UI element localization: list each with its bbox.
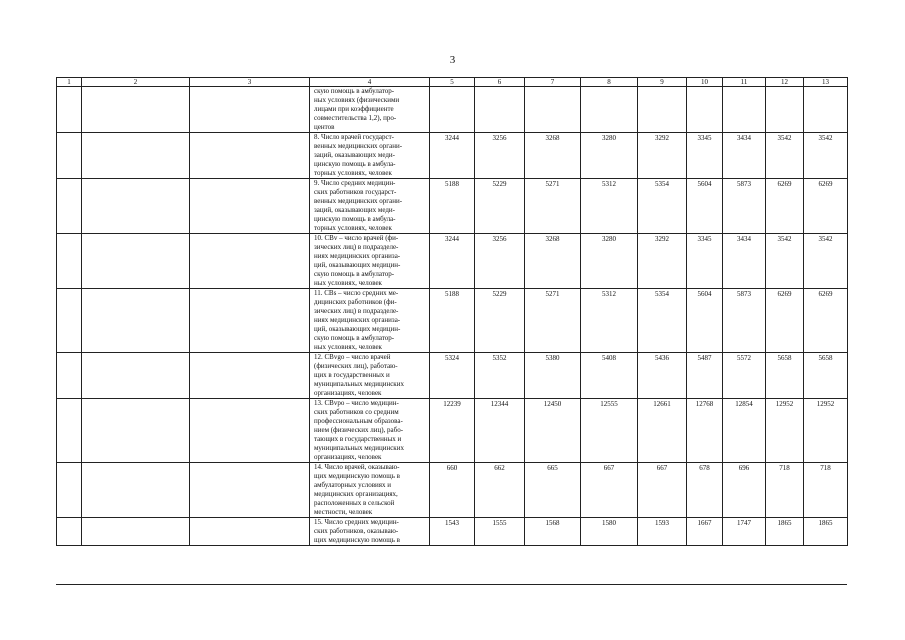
value-cell [525, 87, 581, 133]
value-cell: 6269 [766, 179, 804, 234]
indicator-description [310, 87, 430, 133]
goal-cell [82, 289, 190, 353]
column-number: 3 [190, 78, 310, 87]
value-cell: 1555 [475, 518, 525, 546]
value-cell: 12952 [804, 399, 848, 463]
value-cell: 12768 [687, 399, 723, 463]
description-line: муниципальных медицинских [314, 444, 404, 452]
value-cell: 718 [804, 463, 848, 518]
value-cell: 1543 [430, 518, 475, 546]
description-line: 13. CBvpo – число медицин- [314, 399, 399, 407]
description-line: совместительства 1,2), про- [314, 114, 397, 122]
description-line: ных условиях, человек [314, 279, 382, 287]
value-cell: 662 [475, 463, 525, 518]
row-number-cell [57, 518, 82, 546]
description-line: ских работников со средним [314, 408, 399, 416]
value-cell: 5604 [687, 289, 723, 353]
value-cell: 5873 [723, 179, 766, 234]
indicator-description [310, 179, 430, 234]
value-cell [766, 87, 804, 133]
description-line: центов [314, 123, 335, 131]
value-cell: 5324 [430, 353, 475, 399]
description-line: щих в государственных и [314, 371, 390, 379]
value-cell: 3542 [766, 133, 804, 179]
task-cell [190, 463, 310, 518]
description-line: организациях, человек [314, 453, 382, 461]
description-line: цинскую помощь в амбула- [314, 215, 396, 223]
value-cell: 12239 [430, 399, 475, 463]
description-line: скую помощь в амбулатор- [314, 334, 395, 342]
row-number-cell [57, 289, 82, 353]
task-cell [190, 179, 310, 234]
goal-cell [82, 234, 190, 289]
value-cell: 3256 [475, 133, 525, 179]
description-line: торных условиях, человек [314, 224, 392, 232]
goal-cell [82, 179, 190, 234]
value-cell: 3292 [638, 133, 687, 179]
value-cell: 678 [687, 463, 723, 518]
value-cell: 3280 [581, 234, 638, 289]
value-cell: 3434 [723, 133, 766, 179]
column-number: 1 [57, 78, 82, 87]
description-line: 12. CBvgo – число врачей [314, 353, 391, 361]
table-bottom-rule [56, 584, 847, 585]
goal-cell [82, 463, 190, 518]
task-cell [190, 87, 310, 133]
column-number: 10 [687, 78, 723, 87]
indicator-description [310, 399, 430, 463]
value-cell: 3256 [475, 234, 525, 289]
column-number: 6 [475, 78, 525, 87]
value-cell: 1568 [525, 518, 581, 546]
row-number-cell [57, 133, 82, 179]
table-row [57, 87, 848, 133]
value-cell: 3244 [430, 234, 475, 289]
goal-cell [82, 518, 190, 546]
description-line: (физических лиц), работаю- [314, 362, 398, 370]
value-cell: 5436 [638, 353, 687, 399]
table-row [57, 234, 848, 289]
description-line: скую помощь в амбулатор- [314, 270, 395, 278]
value-cell [430, 87, 475, 133]
value-cell: 5487 [687, 353, 723, 399]
description-line: местности, человек [314, 508, 373, 516]
value-cell: 3345 [687, 133, 723, 179]
value-cell: 5352 [475, 353, 525, 399]
value-cell: 3280 [581, 133, 638, 179]
value-cell: 5408 [581, 353, 638, 399]
row-number-cell [57, 399, 82, 463]
value-cell: 3244 [430, 133, 475, 179]
value-cell: 5229 [475, 289, 525, 353]
description-line: ских работников государст- [314, 188, 397, 196]
goal-cell [82, 399, 190, 463]
value-cell: 5658 [804, 353, 848, 399]
indicator-description [310, 234, 430, 289]
description-line: зических лиц) в подразделе- [314, 243, 399, 251]
indicator-description [310, 353, 430, 399]
value-cell: 660 [430, 463, 475, 518]
value-cell: 1747 [723, 518, 766, 546]
description-line: венных медицинских органи- [314, 142, 403, 150]
column-number: 12 [766, 78, 804, 87]
description-line: венных медицинских органи- [314, 197, 403, 205]
value-cell [638, 87, 687, 133]
column-number: 7 [525, 78, 581, 87]
description-line: 10. CBv – число врачей (фи- [314, 234, 399, 242]
column-number: 9 [638, 78, 687, 87]
description-line: щих медицинскую помощь в [314, 472, 400, 480]
task-cell [190, 133, 310, 179]
table-row [57, 353, 848, 399]
value-cell [804, 87, 848, 133]
value-cell: 667 [638, 463, 687, 518]
description-line: лицами при коэффициенте [314, 105, 394, 113]
indicator-description [310, 463, 430, 518]
value-cell: 718 [766, 463, 804, 518]
description-line: торных условиях, человек [314, 169, 392, 177]
description-line: ниях медицинских организа- [314, 252, 401, 260]
column-number: 2 [82, 78, 190, 87]
value-cell: 1667 [687, 518, 723, 546]
row-number-cell [57, 234, 82, 289]
value-cell [687, 87, 723, 133]
value-cell: 5271 [525, 289, 581, 353]
task-cell [190, 518, 310, 546]
value-cell: 5229 [475, 179, 525, 234]
value-cell: 3345 [687, 234, 723, 289]
table-row [57, 133, 848, 179]
description-line: муниципальных медицинских [314, 380, 404, 388]
description-line: заций, оказывающих меди- [314, 151, 395, 159]
value-cell: 12344 [475, 399, 525, 463]
value-cell: 3268 [525, 133, 581, 179]
description-line: нием (физических лиц), рабо- [314, 426, 404, 434]
value-cell: 667 [581, 463, 638, 518]
description-line: 11. CBs – число средних ме- [314, 289, 399, 297]
task-cell [190, 353, 310, 399]
column-number: 11 [723, 78, 766, 87]
row-number-cell [57, 179, 82, 234]
value-cell: 5380 [525, 353, 581, 399]
description-line: организациях, человек [314, 389, 382, 397]
value-cell: 3268 [525, 234, 581, 289]
description-line: амбулаторных условиях и [314, 481, 391, 489]
column-number: 4 [310, 78, 430, 87]
description-line: ций, оказывающих медицин- [314, 261, 401, 269]
value-cell: 12555 [581, 399, 638, 463]
value-cell: 6269 [766, 289, 804, 353]
column-number: 8 [581, 78, 638, 87]
goal-cell [82, 353, 190, 399]
row-number-cell [57, 87, 82, 133]
row-number-cell [57, 463, 82, 518]
description-line: расположенных в сельской [314, 499, 395, 507]
description-line: профессиональным образова- [314, 417, 403, 425]
description-line: 15. Число средних медицин- [314, 518, 399, 526]
goal-cell [82, 87, 190, 133]
value-cell: 3542 [804, 133, 848, 179]
table-row [57, 399, 848, 463]
value-cell: 3434 [723, 234, 766, 289]
task-cell [190, 399, 310, 463]
column-number-row [57, 78, 848, 87]
row-number-cell [57, 353, 82, 399]
indicators-table [56, 77, 848, 546]
table-row [57, 463, 848, 518]
description-line: щих медицинскую помощь в [314, 536, 400, 544]
description-line: ских работников, оказываю- [314, 527, 399, 535]
value-cell: 665 [525, 463, 581, 518]
description-line: ниях медицинских организа- [314, 316, 401, 324]
value-cell: 6269 [804, 179, 848, 234]
value-cell: 696 [723, 463, 766, 518]
indicator-description [310, 289, 430, 353]
description-line: ций, оказывающих медицин- [314, 325, 401, 333]
description-line: 8. Число врачей государст- [314, 133, 395, 141]
table-row [57, 179, 848, 234]
value-cell: 5188 [430, 289, 475, 353]
column-number: 13 [804, 78, 848, 87]
value-cell: 5312 [581, 289, 638, 353]
value-cell: 1865 [766, 518, 804, 546]
description-line: заций, оказывающих меди- [314, 206, 395, 214]
value-cell: 1865 [804, 518, 848, 546]
description-line: 14. Число врачей, оказываю- [314, 463, 400, 471]
description-line: дицинских работников (фи- [314, 298, 397, 306]
task-cell [190, 234, 310, 289]
value-cell: 6269 [804, 289, 848, 353]
indicator-description [310, 133, 430, 179]
description-line: скую помощь в амбулатор- [314, 87, 395, 95]
value-cell: 1593 [638, 518, 687, 546]
value-cell: 3542 [804, 234, 848, 289]
value-cell: 5658 [766, 353, 804, 399]
description-line: цинскую помощь в амбула- [314, 160, 396, 168]
value-cell: 5188 [430, 179, 475, 234]
value-cell: 5572 [723, 353, 766, 399]
value-cell: 3292 [638, 234, 687, 289]
description-line: 9. Число средних медицин- [314, 179, 396, 187]
value-cell: 12450 [525, 399, 581, 463]
value-cell: 5312 [581, 179, 638, 234]
description-line: тающих в государственных и [314, 435, 402, 443]
value-cell: 5354 [638, 289, 687, 353]
column-number: 5 [430, 78, 475, 87]
description-line: медицинских организациях, [314, 490, 398, 498]
table-row [57, 518, 848, 546]
description-line: зических лиц) в подразделе- [314, 307, 399, 315]
value-cell: 1580 [581, 518, 638, 546]
value-cell: 12661 [638, 399, 687, 463]
value-cell [723, 87, 766, 133]
description-line: ных условиях (физическими [314, 96, 400, 104]
value-cell [475, 87, 525, 133]
value-cell: 5354 [638, 179, 687, 234]
goal-cell [82, 133, 190, 179]
value-cell: 5873 [723, 289, 766, 353]
value-cell: 5604 [687, 179, 723, 234]
value-cell: 12854 [723, 399, 766, 463]
description-line: ных условиях, человек [314, 343, 382, 351]
table-row [57, 289, 848, 353]
value-cell: 3542 [766, 234, 804, 289]
page-number: 3 [449, 54, 456, 66]
value-cell [581, 87, 638, 133]
indicator-description [310, 518, 430, 546]
value-cell: 12952 [766, 399, 804, 463]
task-cell [190, 289, 310, 353]
value-cell: 5271 [525, 179, 581, 234]
